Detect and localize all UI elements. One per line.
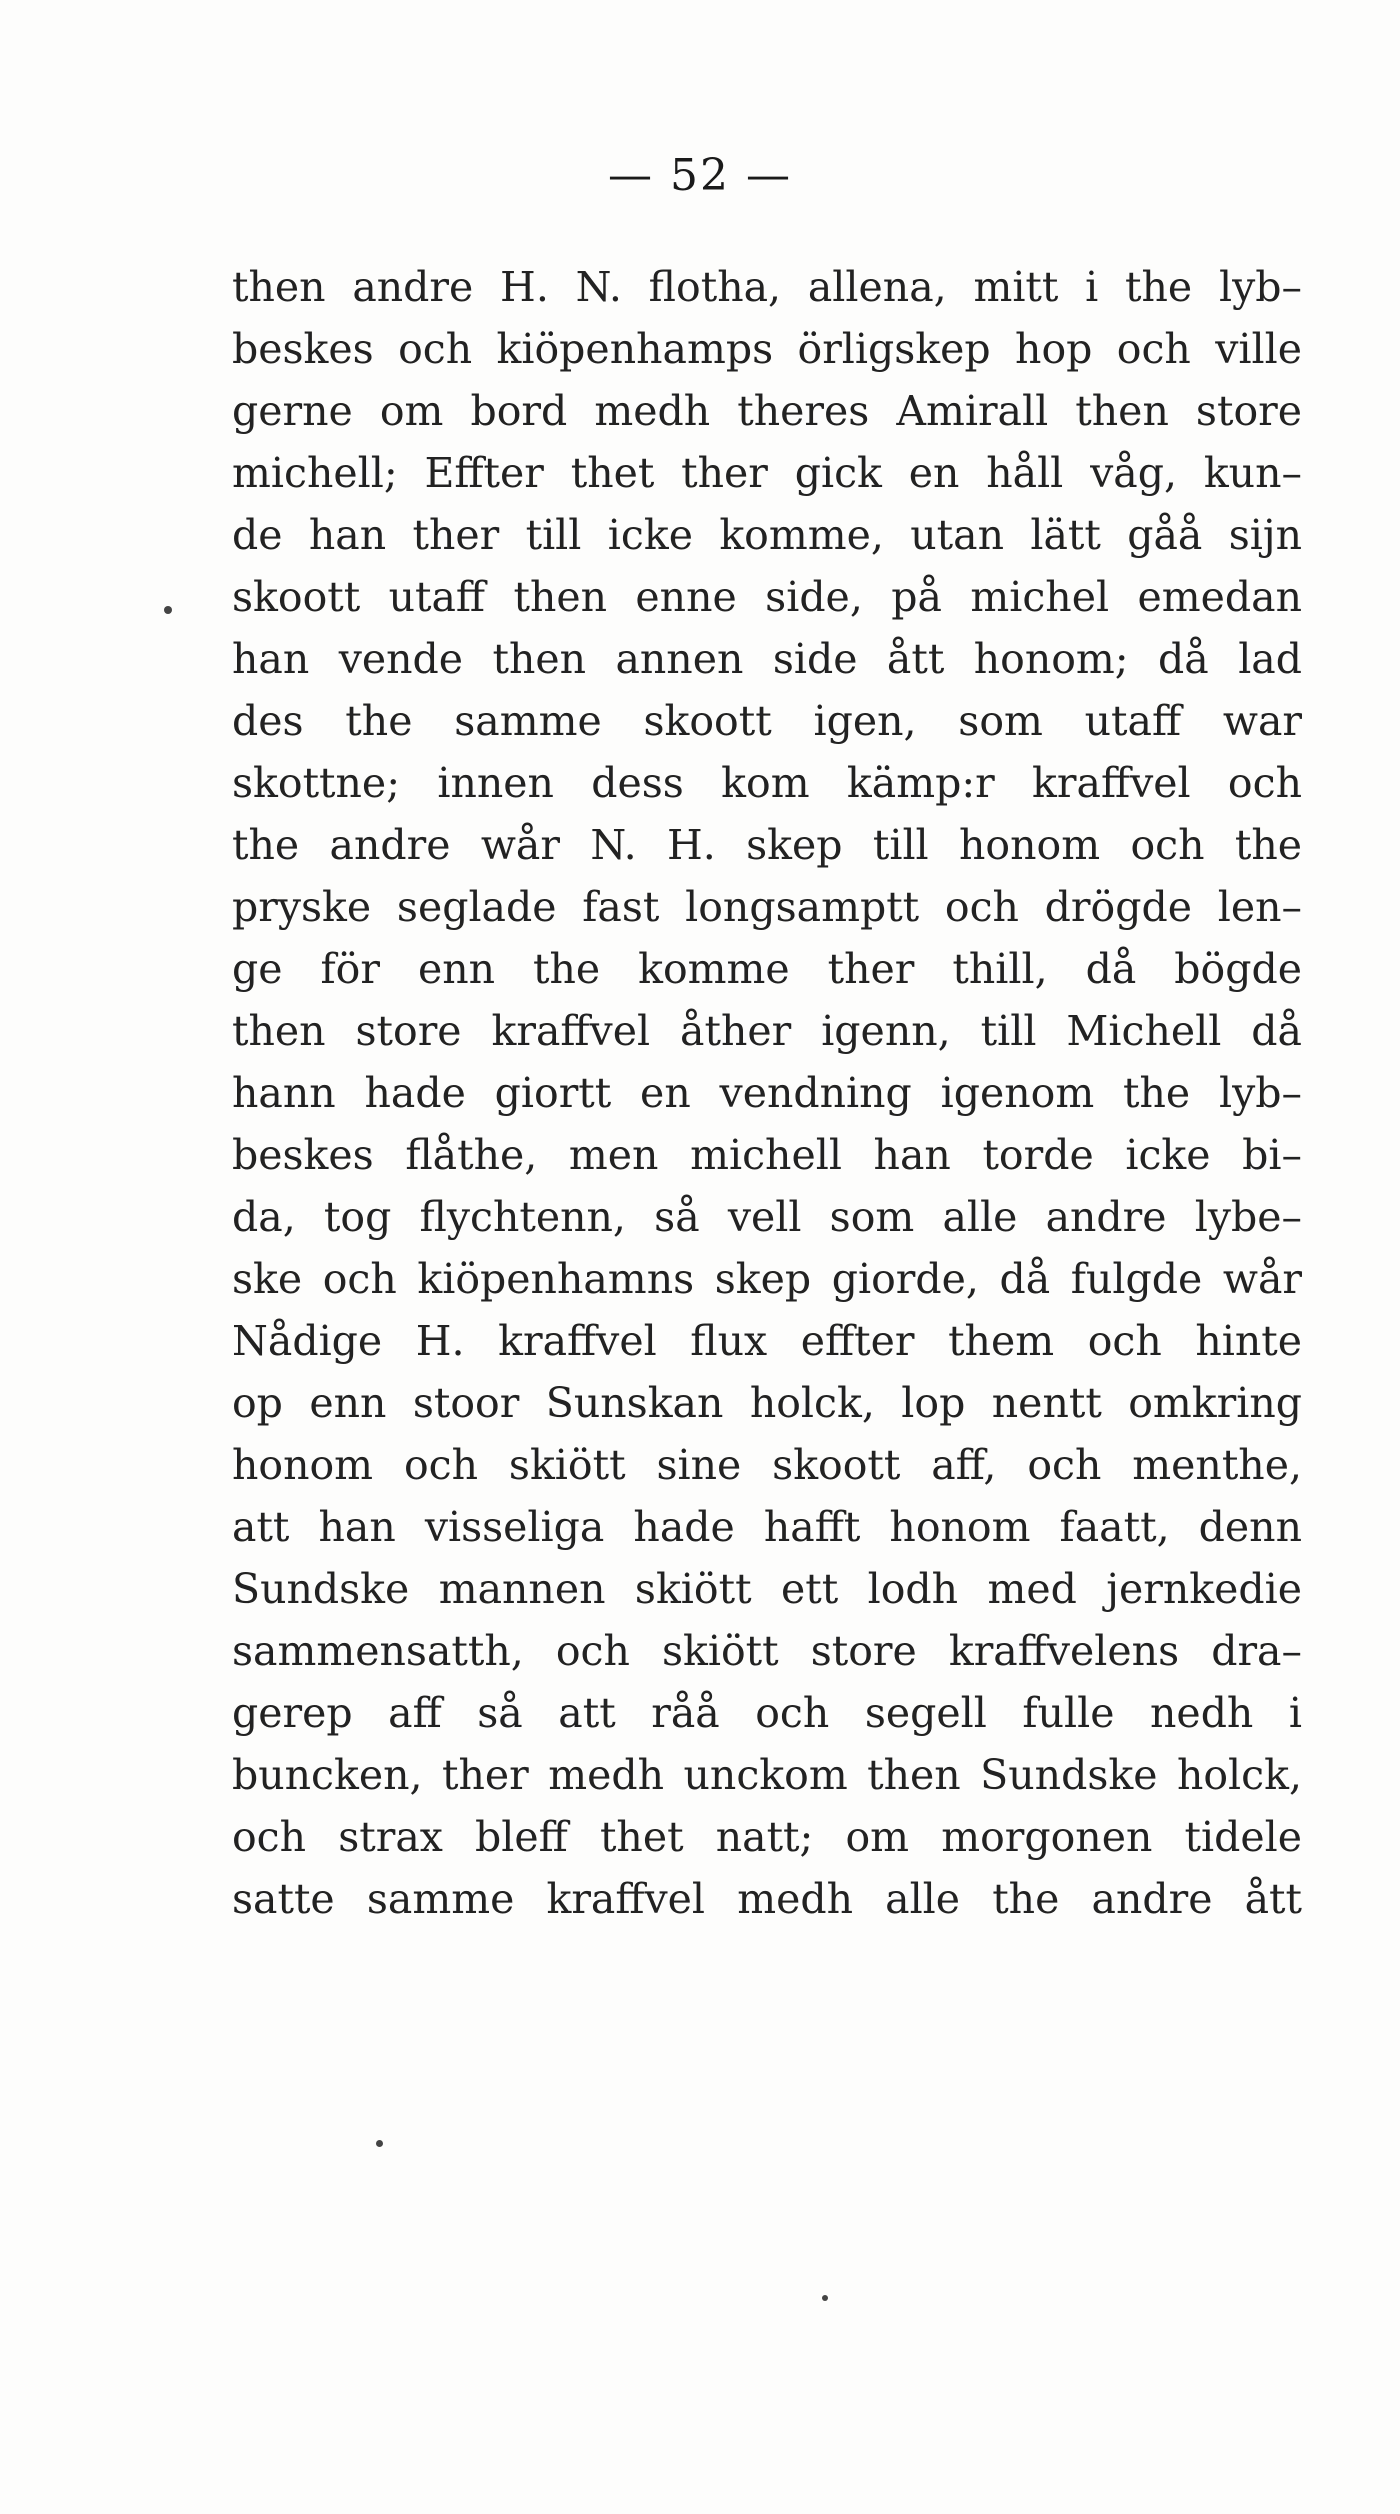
text-line: da, tog flychtenn, så vell som alle andre lybe–	[232, 1193, 1302, 1241]
text-line: Sundske mannen skiött ett lodh med jernkedie	[232, 1565, 1302, 1613]
body-text	[232, 256, 1302, 1930]
text-line: att han visseliga hade hafft honom faatt, denn	[232, 1503, 1302, 1551]
text-line: des the samme skoott igen, som utaff war	[232, 697, 1302, 745]
text-line: Nådige H. kraffvel flux effter them och hinte	[232, 1317, 1302, 1365]
text-line: och strax bleff thet natt; om morgonen tidele	[232, 1813, 1302, 1861]
text-line: ske och kiöpenhamns skep giorde, då fulgde wår	[232, 1255, 1302, 1303]
text-line: then store kraffvel åther igenn, till Michell då	[232, 1007, 1302, 1055]
text-line: satte samme kraffvel medh alle the andre ått	[232, 1875, 1302, 1923]
text-line: then andre H. N. flotha, allena, mitt i the lyb–	[232, 263, 1302, 311]
text-line: sammensatth, och skiött store kraffvelens dra–	[232, 1627, 1302, 1675]
text-line: the andre wår N. H. skep till honom och the	[232, 821, 1302, 869]
text-line: beskes flåthe, men michell han torde icke bi–	[232, 1131, 1302, 1179]
text-line: michell; Effter thet ther gick en håll våg, kun–	[232, 449, 1302, 497]
text-line: buncken, ther medh unckom then Sundske holck,	[232, 1751, 1302, 1799]
text-line: beskes och kiöpenhamps örligskep hop och ville	[232, 325, 1302, 373]
page-number: — 52 —	[608, 150, 792, 201]
text-line: ge för enn the komme ther thill, då bögde	[232, 945, 1302, 993]
text-line: hann hade giortt en vendning igenom the lyb–	[232, 1069, 1302, 1117]
ink-speck	[376, 2140, 383, 2147]
text-line: gerep aff så att råå och segell fulle nedh i	[232, 1689, 1302, 1737]
text-line: op enn stoor Sunskan holck, lop nentt omkring	[232, 1379, 1302, 1427]
text-line: de han ther till icke komme, utan lätt gåå sijn	[232, 511, 1302, 559]
text-line: skoott utaff then enne side, på michel emedan	[232, 573, 1302, 621]
text-line: pryske seglade fast longsamptt och drögde len–	[232, 883, 1302, 931]
text-line: skottne; innen dess kom kämp:r kraffvel och	[232, 759, 1302, 807]
text-line: honom och skiött sine skoott aff, och menthe,	[232, 1441, 1302, 1489]
ink-speck	[164, 606, 172, 614]
text-line: han vende then annen side ått honom; då lad	[232, 635, 1302, 683]
text-line: gerne om bord medh theres Amirall then store	[232, 387, 1302, 435]
ink-speck	[822, 2295, 828, 2301]
